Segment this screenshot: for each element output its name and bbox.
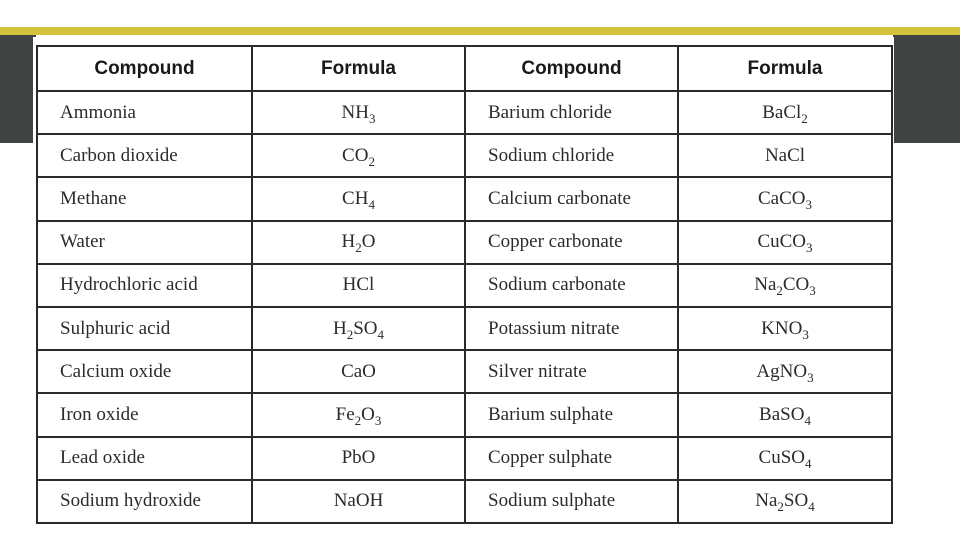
formula-part: O: [361, 403, 375, 425]
formula-subscript: 2: [355, 240, 362, 256]
header-compound-left: Compound: [37, 46, 252, 91]
left-decorative-band: [0, 35, 36, 143]
table-row: [37, 393, 892, 436]
formula-subscript: 3: [805, 196, 812, 212]
formula-subscript: 3: [802, 326, 809, 342]
formula-right: [678, 134, 892, 177]
compound-name-right: Silver nitrate: [465, 350, 678, 393]
formula-left: [252, 437, 465, 480]
compound-name-left: Sulphuric acid: [37, 307, 252, 350]
header-formula-right: Formula: [678, 46, 892, 91]
compound-name-right: Copper sulphate: [465, 437, 678, 480]
formula-part: Na: [754, 274, 777, 296]
formula-part: CuSO: [758, 447, 805, 469]
formula-part: BaSO: [759, 403, 805, 425]
table-row: [37, 480, 892, 523]
formula-part: H: [341, 231, 356, 253]
compound-name-left: Water: [37, 221, 252, 264]
formula-left: [252, 393, 465, 436]
formula-right: [678, 350, 892, 393]
formula-subscript: 4: [377, 326, 385, 342]
formula-subscript: 2: [354, 412, 362, 428]
compound-name-right: Calcium carbonate: [465, 177, 678, 220]
compound-name-left: Hydrochloric acid: [37, 264, 252, 307]
formula-part: CaCO: [758, 187, 806, 209]
formula-part: CO: [342, 144, 369, 166]
formula-part: NaOH: [333, 490, 384, 512]
formula-subscript: 2: [346, 326, 354, 342]
table-row: [37, 350, 892, 393]
formula-part: SO: [783, 490, 809, 512]
formula-part: Fe: [335, 403, 355, 425]
formula-part: SO: [353, 317, 378, 339]
formula-left: [252, 177, 465, 220]
formula-right: [678, 177, 892, 220]
formula-part: CaO: [341, 360, 376, 382]
formula-part: H: [332, 317, 347, 339]
top-accent-stripe: [0, 27, 960, 35]
formula-subscript: 2: [776, 283, 783, 299]
formula-left: [252, 350, 465, 393]
formula-subscript: 3: [807, 369, 814, 385]
formula-right: [678, 393, 892, 436]
right-decorative-band: [893, 35, 960, 143]
header-formula-left: Formula: [252, 46, 465, 91]
formula-subscript: 3: [806, 240, 813, 256]
header-compound-right: Compound: [465, 46, 678, 91]
compound-name-left: Methane: [37, 177, 252, 220]
header-row: [37, 46, 892, 91]
compound-name-right: Copper carbonate: [465, 221, 678, 264]
formula-part: BaCl: [762, 101, 802, 123]
formula-part: PbO: [341, 447, 376, 469]
table-row: [37, 177, 892, 220]
formula-part: AgNO: [756, 360, 808, 382]
table-row: [37, 437, 892, 480]
formula-right: [678, 221, 892, 264]
formula-part: CuCO: [757, 231, 807, 253]
compound-name-right: Sodium sulphate: [465, 480, 678, 523]
formula-part: CH: [342, 187, 369, 209]
formula-subscript: 4: [804, 456, 812, 472]
formula-part: Na: [755, 490, 778, 512]
formula-left: [252, 264, 465, 307]
compound-name-right: Sodium carbonate: [465, 264, 678, 307]
formula-subscript: 2: [777, 499, 784, 515]
formula-right: [678, 437, 892, 480]
formula-part: NH: [341, 101, 369, 123]
formula-left: [252, 480, 465, 523]
formula-subscript: 3: [368, 110, 376, 126]
table-row: [37, 91, 892, 134]
formula-subscript: 3: [374, 412, 382, 428]
formula-subscript: 2: [801, 110, 808, 126]
formula-part: KNO: [761, 317, 803, 339]
compound-name-left: Ammonia: [37, 91, 252, 134]
compound-name-left: Carbon dioxide: [37, 134, 252, 177]
formula-right: [678, 264, 892, 307]
formula-left: [252, 221, 465, 264]
formula-right: [678, 307, 892, 350]
compound-name-left: Iron oxide: [37, 393, 252, 436]
formula-part: HCl: [342, 274, 375, 296]
formula-right: [678, 91, 892, 134]
compound-name-right: Sodium chloride: [465, 134, 678, 177]
compound-name-right: Barium sulphate: [465, 393, 678, 436]
compound-name-left: Sodium hydroxide: [37, 480, 252, 523]
table-row: [37, 134, 892, 177]
formula-left: [252, 307, 465, 350]
compound-name-left: Calcium oxide: [37, 350, 252, 393]
formula-subscript: 2: [368, 153, 375, 169]
formula-part: O: [361, 231, 376, 253]
table-row: [37, 307, 892, 350]
formula-subscript: 3: [809, 283, 816, 299]
compound-name-left: Lead oxide: [37, 437, 252, 480]
table-row: [37, 264, 892, 307]
formula-part: CO: [782, 274, 810, 296]
formula-subscript: 4: [808, 499, 815, 515]
compound-name-right: Barium chloride: [465, 91, 678, 134]
formula-subscript: 4: [804, 412, 811, 428]
table-row: [37, 221, 892, 264]
compound-name-right: Potassium nitrate: [465, 307, 678, 350]
formula-left: [252, 91, 465, 134]
formula-left: [252, 134, 465, 177]
formula-right: [678, 480, 892, 523]
compound-formula-table: [36, 45, 893, 524]
formula-subscript: 4: [368, 196, 375, 212]
formula-part: NaCl: [764, 144, 806, 166]
